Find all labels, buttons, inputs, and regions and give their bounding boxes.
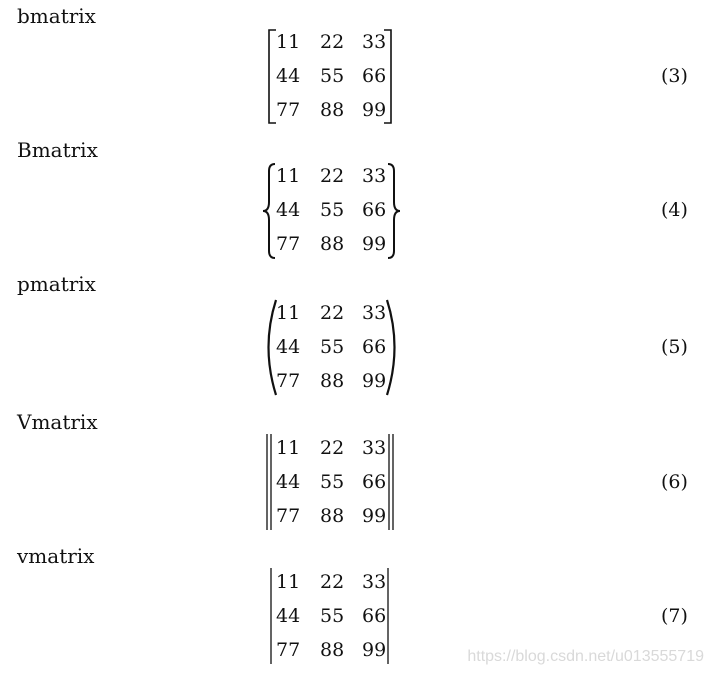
matrix-cell: 55	[320, 199, 345, 221]
matrix-cell: 55	[320, 65, 345, 87]
matrix-cell: 22	[320, 437, 345, 459]
equation-number: (6)	[661, 471, 688, 493]
matrix-cell: 44	[276, 605, 301, 627]
matrix-cell: 66	[362, 605, 387, 627]
bmatrix-matrix	[262, 28, 402, 128]
label-Bmatrix: Bmatrix	[17, 138, 98, 162]
label-Vmatrix: Vmatrix	[17, 410, 98, 434]
watermark-text: https://blog.csdn.net/u013555719	[467, 648, 704, 665]
matrix-cell: 77	[276, 370, 301, 392]
matrix-cell: 66	[362, 336, 387, 358]
equation-number: (3)	[661, 65, 688, 87]
equation-number: (7)	[661, 605, 688, 627]
matrix-cell: 11	[276, 437, 301, 459]
Vmatrix-matrix	[262, 434, 402, 534]
equation-number: (5)	[661, 336, 688, 358]
matrix-cell: 66	[362, 199, 387, 221]
matrix-cell: 11	[276, 165, 301, 187]
matrix-cell: 33	[362, 31, 387, 53]
matrix-cell: 66	[362, 65, 387, 87]
matrix-cell: 33	[362, 165, 387, 187]
vmatrix-matrix	[262, 568, 402, 668]
matrix-cell: 55	[320, 471, 345, 493]
label-vmatrix: vmatrix	[17, 544, 95, 568]
matrix-cell: 77	[276, 233, 301, 255]
matrix-cell: 44	[276, 199, 301, 221]
matrix-cell: 22	[320, 571, 345, 593]
pmatrix-matrix	[262, 299, 402, 399]
matrix-cell: 88	[320, 370, 345, 392]
matrix-cell: 55	[320, 605, 345, 627]
matrix-cell: 99	[362, 505, 387, 527]
matrix-cell: 11	[276, 571, 301, 593]
matrix-cell: 77	[276, 99, 301, 121]
matrix-cell: 77	[276, 639, 301, 661]
matrix-cell: 33	[362, 302, 387, 324]
matrix-cell: 99	[362, 370, 387, 392]
matrix-cell: 99	[362, 99, 387, 121]
matrix-cell: 88	[320, 639, 345, 661]
matrix-cell: 22	[320, 302, 345, 324]
matrix-cell: 11	[276, 31, 301, 53]
matrix-cell: 44	[276, 336, 301, 358]
matrix-cell: 66	[362, 471, 387, 493]
label-pmatrix: pmatrix	[17, 272, 96, 296]
matrix-cell: 88	[320, 233, 345, 255]
matrix-cell: 44	[276, 471, 301, 493]
matrix-cell: 55	[320, 336, 345, 358]
label-bmatrix: bmatrix	[17, 4, 96, 28]
matrix-cell: 88	[320, 505, 345, 527]
matrix-cell: 33	[362, 437, 387, 459]
matrix-cell: 22	[320, 31, 345, 53]
matrix-cell: 22	[320, 165, 345, 187]
equation-number: (4)	[661, 199, 688, 221]
matrix-cell: 99	[362, 233, 387, 255]
Bmatrix-matrix	[262, 162, 402, 262]
matrix-cell: 99	[362, 639, 387, 661]
matrix-cell: 11	[276, 302, 301, 324]
matrix-cell: 44	[276, 65, 301, 87]
matrix-cell: 33	[362, 571, 387, 593]
matrix-cell: 88	[320, 99, 345, 121]
matrix-cell: 77	[276, 505, 301, 527]
